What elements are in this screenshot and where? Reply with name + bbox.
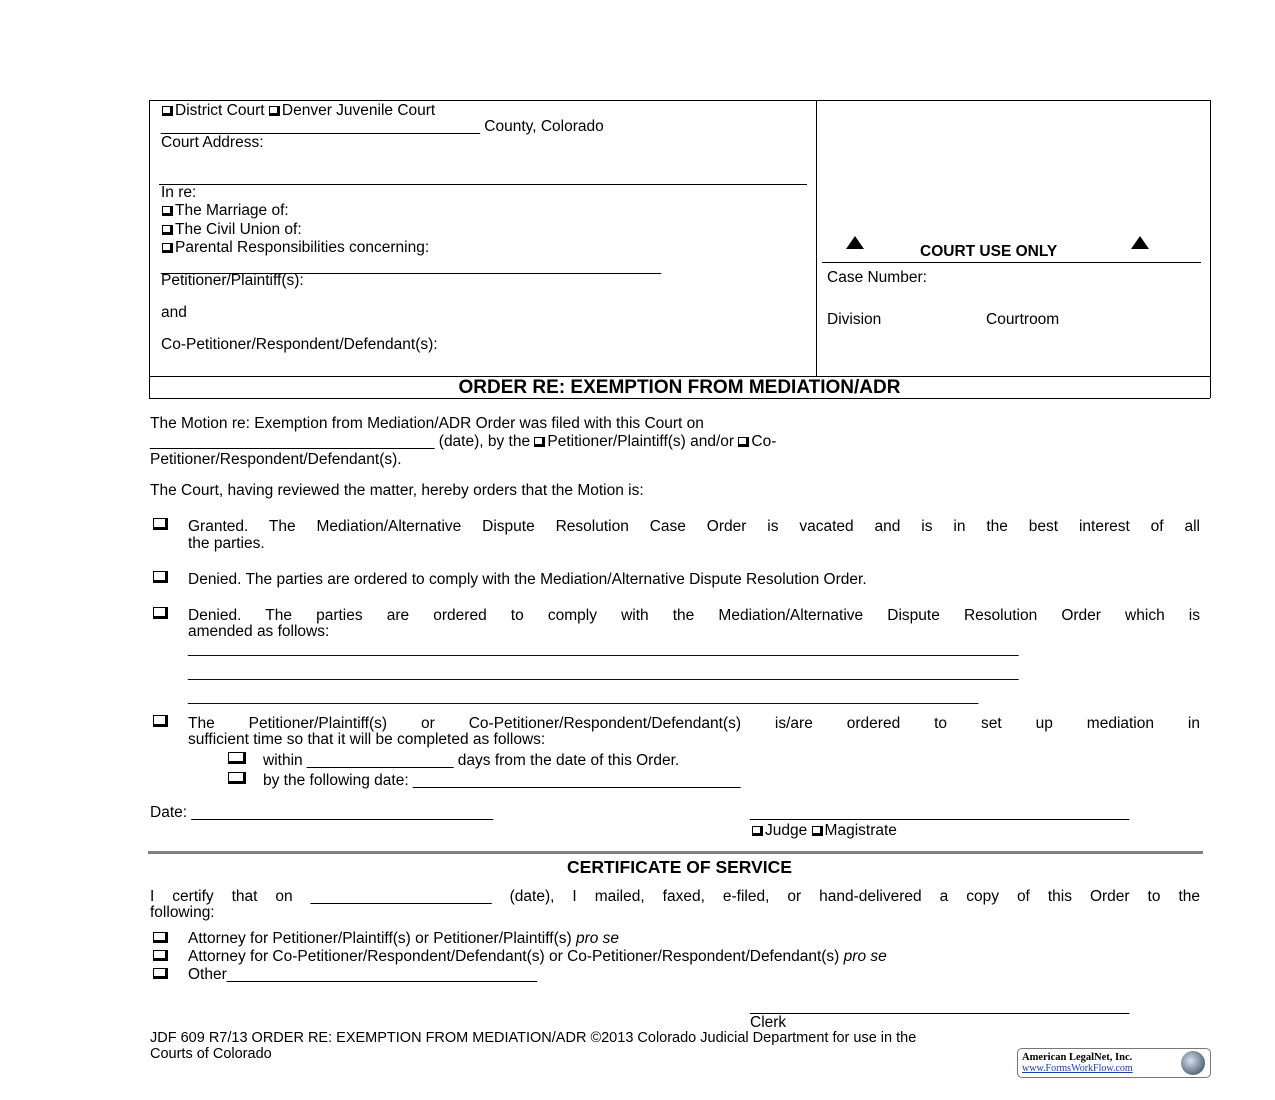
attorney-petitioner-option [188, 930, 619, 948]
district-court-checkbox[interactable] [162, 106, 173, 116]
co-petitioner-option-label: Co- [751, 433, 777, 450]
division-label: Division [827, 311, 882, 328]
intro-line-2 [150, 433, 776, 451]
court-address-line[interactable] [159, 184, 807, 185]
certificate-divider [148, 851, 1203, 854]
judge-checkbox[interactable] [752, 826, 763, 836]
judge-signature-line[interactable]: ____________________________________________ [750, 804, 1130, 821]
triangle-icon [1131, 236, 1149, 249]
american-legalnet-logo[interactable] [1017, 1048, 1211, 1078]
petitioner-name-line[interactable]: __________________________________________________________ [161, 258, 661, 275]
amendment-line-1[interactable]: _______________________________________________________________________________________________________ [188, 641, 1019, 657]
caption-top-border [149, 100, 1210, 101]
granted-checkbox[interactable] [153, 518, 168, 530]
pro-se-label: pro se [575, 930, 620, 947]
denied-text: Denied. The parties are ordered to comply with the Mediation/Alternative Dispute Resolution Order. [188, 571, 867, 588]
courtroom-label: Courtroom [986, 311, 1060, 328]
globe-icon [1181, 1051, 1205, 1075]
parental-label: Parental Responsibilities concerning: [175, 239, 430, 256]
parental-checkbox[interactable] [162, 243, 173, 253]
setup-mediation-checkbox[interactable] [153, 715, 168, 727]
denied-amended-line-2: amended as follows: [188, 623, 330, 640]
order-title: ORDER RE: EXEMPTION FROM MEDIATION/ADR [458, 377, 901, 398]
intro-line-3: Petitioner/Respondent/Defendant(s). [150, 451, 402, 468]
clerk-signature-line[interactable]: ____________________________________________ [750, 998, 1130, 1015]
footer-line-1: JDF 609 R7/13 ORDER RE: EXEMPTION FROM MEDIATION/ADR ©2013 Colorado Judicial Department for use in the [150, 1030, 917, 1046]
caption-divider [816, 100, 817, 376]
county-line[interactable]: _____________________________________ County, Colorado [161, 118, 604, 135]
district-court-label: District Court [175, 102, 265, 119]
pro-se-label: pro se [843, 948, 887, 965]
denver-juvenile-court-label: Denver Juvenile Court [281, 102, 436, 119]
in-re-label: In re: [161, 184, 197, 201]
attorney-petitioner-checkbox[interactable] [153, 932, 168, 943]
amendment-line-2[interactable]: _______________________________________________________________________________________________________ [188, 665, 1019, 681]
filed-date-field[interactable]: _________________________________ (date), by the [150, 433, 531, 450]
denver-juvenile-court-checkbox[interactable] [269, 106, 280, 116]
certificate-line-1: I certify that on _____________________ (date), I mailed, faxed, e-filed, or hand-delivered a copy of this Order to the [150, 888, 1200, 905]
granted-line-2: the parties. [188, 535, 265, 552]
case-number-label: Case Number: [827, 269, 927, 286]
marriage-option [162, 202, 289, 220]
and-label: and [161, 304, 187, 321]
triangle-icon [846, 236, 864, 249]
denied-checkbox[interactable] [153, 571, 168, 583]
attorney-petitioner-label: Attorney for Petitioner/Plaintiff(s) or Petitioner/Plaintiff(s) [188, 930, 572, 947]
caption-right-border [1210, 100, 1211, 398]
denied-amended-checkbox[interactable] [153, 607, 168, 619]
judge-label: Judge [765, 822, 808, 839]
marriage-label: The Marriage of: [175, 202, 289, 219]
civil-union-checkbox[interactable] [162, 225, 173, 235]
footer-line-2: Courts of Colorado [150, 1046, 272, 1062]
attorney-co-petitioner-checkbox[interactable] [153, 950, 168, 961]
by-date-checkbox[interactable] [228, 772, 246, 784]
by-date-text[interactable]: by the following date: ______________________________________ [263, 772, 741, 789]
judge-magistrate-selection [752, 822, 897, 840]
parental-option [162, 239, 429, 257]
court-address-label: Court Address: [161, 134, 264, 151]
within-days-checkbox[interactable] [228, 752, 246, 764]
logo-company-name: American LegalNet, Inc. [1022, 1052, 1133, 1063]
court-use-divider [822, 262, 1201, 263]
co-petitioner-label: Co-Petitioner/Respondent/Defendant(s): [161, 336, 438, 353]
logo-url[interactable]: www.FormsWorkFlow.com [1022, 1063, 1133, 1074]
attorney-co-petitioner-label: Attorney for Co-Petitioner/Respondent/Defendant(s) or Co-Petitioner/Respondent/Defendant(s) [188, 948, 840, 965]
title-bottom-border [149, 398, 1210, 399]
order-date-field[interactable]: Date: ___________________________________ [150, 804, 494, 821]
setup-line-1: The Petitioner/Plaintiff(s) or Co-Petitioner/Respondent/Defendant(s) is/are ordered to set up mediation in [188, 715, 1200, 732]
magistrate-label: Magistrate [824, 822, 897, 839]
petitioner-option-label: Petitioner/Plaintiff(s) and/or [547, 433, 735, 450]
civil-union-label: The Civil Union of: [175, 221, 302, 238]
other-option[interactable]: Other____________________________________ [188, 966, 538, 983]
court-use-only-title: COURT USE ONLY [920, 243, 1058, 260]
magistrate-checkbox[interactable] [812, 826, 823, 836]
clerk-label: Clerk [750, 1014, 787, 1031]
court-reviewed-text: The Court, having reviewed the matter, hereby orders that the Motion is: [150, 482, 644, 499]
intro-line-1: The Motion re: Exemption from Mediation/ADR Order was filed with this Court on [150, 415, 704, 432]
co-petitioner-checkbox[interactable] [738, 437, 749, 447]
attorney-co-petitioner-option [188, 948, 887, 966]
within-days-text[interactable]: within _________________ days from the date of this Order. [263, 752, 680, 769]
civil-union-option [162, 221, 302, 239]
denied-amended-line-1: Denied. The parties are ordered to comply with the Mediation/Alternative Dispute Resolution Order which is [188, 607, 1200, 624]
caption-left-border [149, 100, 150, 398]
petitioner-checkbox[interactable] [534, 437, 545, 447]
petitioner-label: Petitioner/Plaintiff(s): [161, 272, 304, 289]
amendment-line-3[interactable]: __________________________________________________________________________________________________ [188, 689, 979, 705]
setup-line-2: sufficient time so that it will be completed as follows: [188, 731, 546, 748]
marriage-checkbox[interactable] [162, 206, 173, 216]
certificate-title: CERTIFICATE OF SERVICE [567, 857, 792, 877]
granted-line-1: Granted. The Mediation/Alternative Dispute Resolution Case Order is vacated and is in the best interest of all [188, 518, 1200, 535]
certificate-line-2: following: [150, 904, 215, 921]
other-checkbox[interactable] [153, 968, 168, 979]
